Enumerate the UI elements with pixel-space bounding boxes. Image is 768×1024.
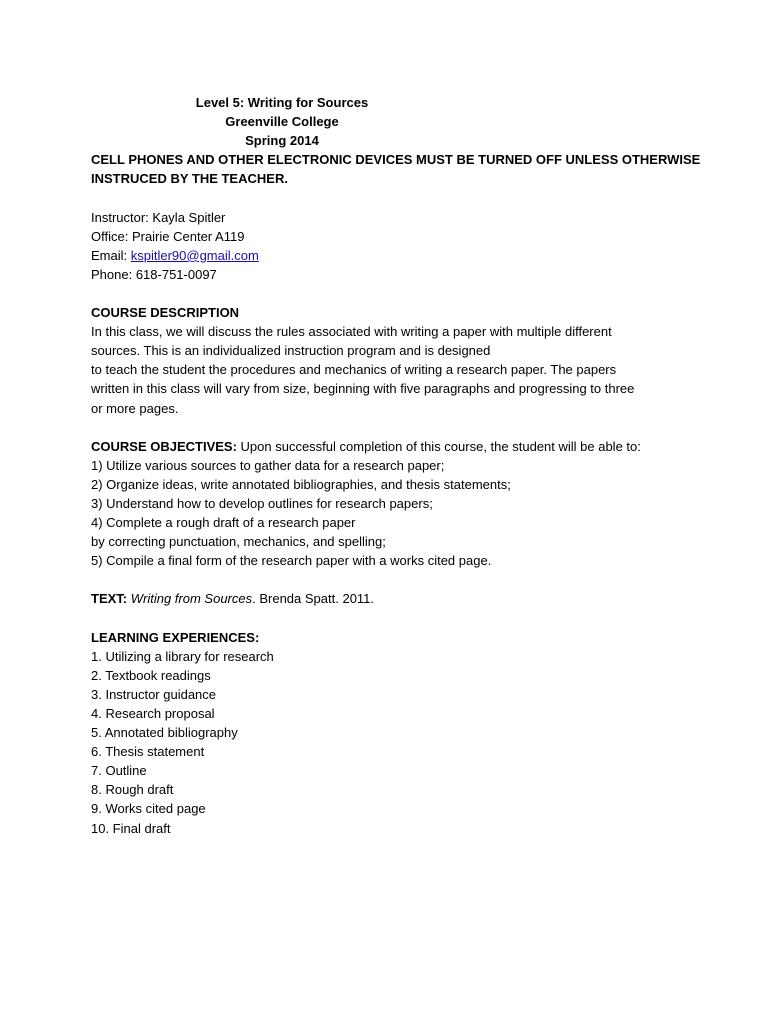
objective-line: 5) Compile a final form of the research paper with a works cited page. — [91, 553, 492, 569]
course-description-heading: COURSE DESCRIPTION — [91, 305, 240, 321]
instructor: Instructor: Kayla Spitler — [91, 209, 226, 225]
text-line — [91, 589, 691, 608]
description-line: to teach the student the procedures and mechanics of writing a research paper. The papers — [91, 362, 617, 378]
email-link[interactable]: kspitler90@gmail.com — [130, 247, 259, 263]
description-line: In this class, we will discuss the rules associated with writing a paper with multiple different — [91, 324, 612, 340]
description-line: written in this class will vary from size, beginning with five paragraphs and progressing to three — [91, 381, 635, 397]
learning-item: 6. Thesis statement — [91, 744, 205, 760]
learning-item: 10. Final draft — [91, 820, 171, 836]
email-label: Email: — [91, 247, 131, 263]
textbook-title: Writing from Sources — [130, 591, 253, 607]
description-line: or more pages. — [91, 400, 179, 416]
college-name: Greenville College — [225, 114, 339, 130]
objective-line: by correcting punctuation, mechanics, and spelling; — [91, 534, 386, 550]
learning-experiences-heading: LEARNING EXPERIENCES: — [91, 629, 260, 645]
device-notice-line-1: CELL PHONES AND OTHER ELECTRONIC DEVICES MUST BE TURNED OFF UNLESS OTHERWISE — [91, 152, 701, 168]
spacer — [91, 609, 691, 628]
objectives-intro-text: Upon successful completion of this course, the student will be able to: — [236, 438, 641, 454]
learning-item: 3. Instructor guidance — [91, 686, 217, 702]
objective-line: 3) Understand how to develop outlines for research papers; — [91, 495, 433, 511]
description-line: sources. This is an individualized instruction program and is designed — [91, 343, 491, 359]
syllabus-page — [91, 93, 701, 838]
objective-line: 4) Complete a rough draft of a research paper — [91, 515, 356, 531]
learning-item: 8. Rough draft — [91, 782, 174, 798]
text-label: TEXT: — [91, 591, 128, 607]
spacer — [91, 418, 691, 437]
objective-line: 2) Organize ideas, write annotated bibliographies, and thesis statements; — [91, 476, 511, 492]
device-notice-line-2: INSTRUCED BY THE TEACHER. — [91, 171, 288, 187]
objectives-intro — [91, 437, 691, 456]
textbook-details: . Brenda Spatt. 2011. — [252, 591, 375, 607]
learning-item: 1. Utilizing a library for research — [91, 648, 274, 664]
email-line — [91, 246, 691, 265]
phone: Phone: 618-751-0097 — [91, 266, 217, 282]
course-title: Level 5: Writing for Sources — [195, 95, 369, 110]
course-objectives-heading: COURSE OBJECTIVES: — [91, 438, 237, 454]
term: Spring 2014 — [245, 133, 319, 149]
learning-item: 9. Works cited page — [91, 801, 206, 817]
spacer — [91, 570, 691, 589]
spacer — [91, 188, 691, 207]
learning-item: 4. Research proposal — [91, 706, 215, 721]
objective-line: 1) Utilize various sources to gather data for a research paper; — [91, 457, 445, 473]
office: Office: Prairie Center A119 — [91, 228, 245, 244]
learning-item: 5. Annotated bibliography — [91, 725, 238, 741]
learning-item: 7. Outline — [91, 763, 147, 779]
spacer — [91, 284, 691, 303]
learning-item: 2. Textbook readings — [91, 667, 211, 683]
